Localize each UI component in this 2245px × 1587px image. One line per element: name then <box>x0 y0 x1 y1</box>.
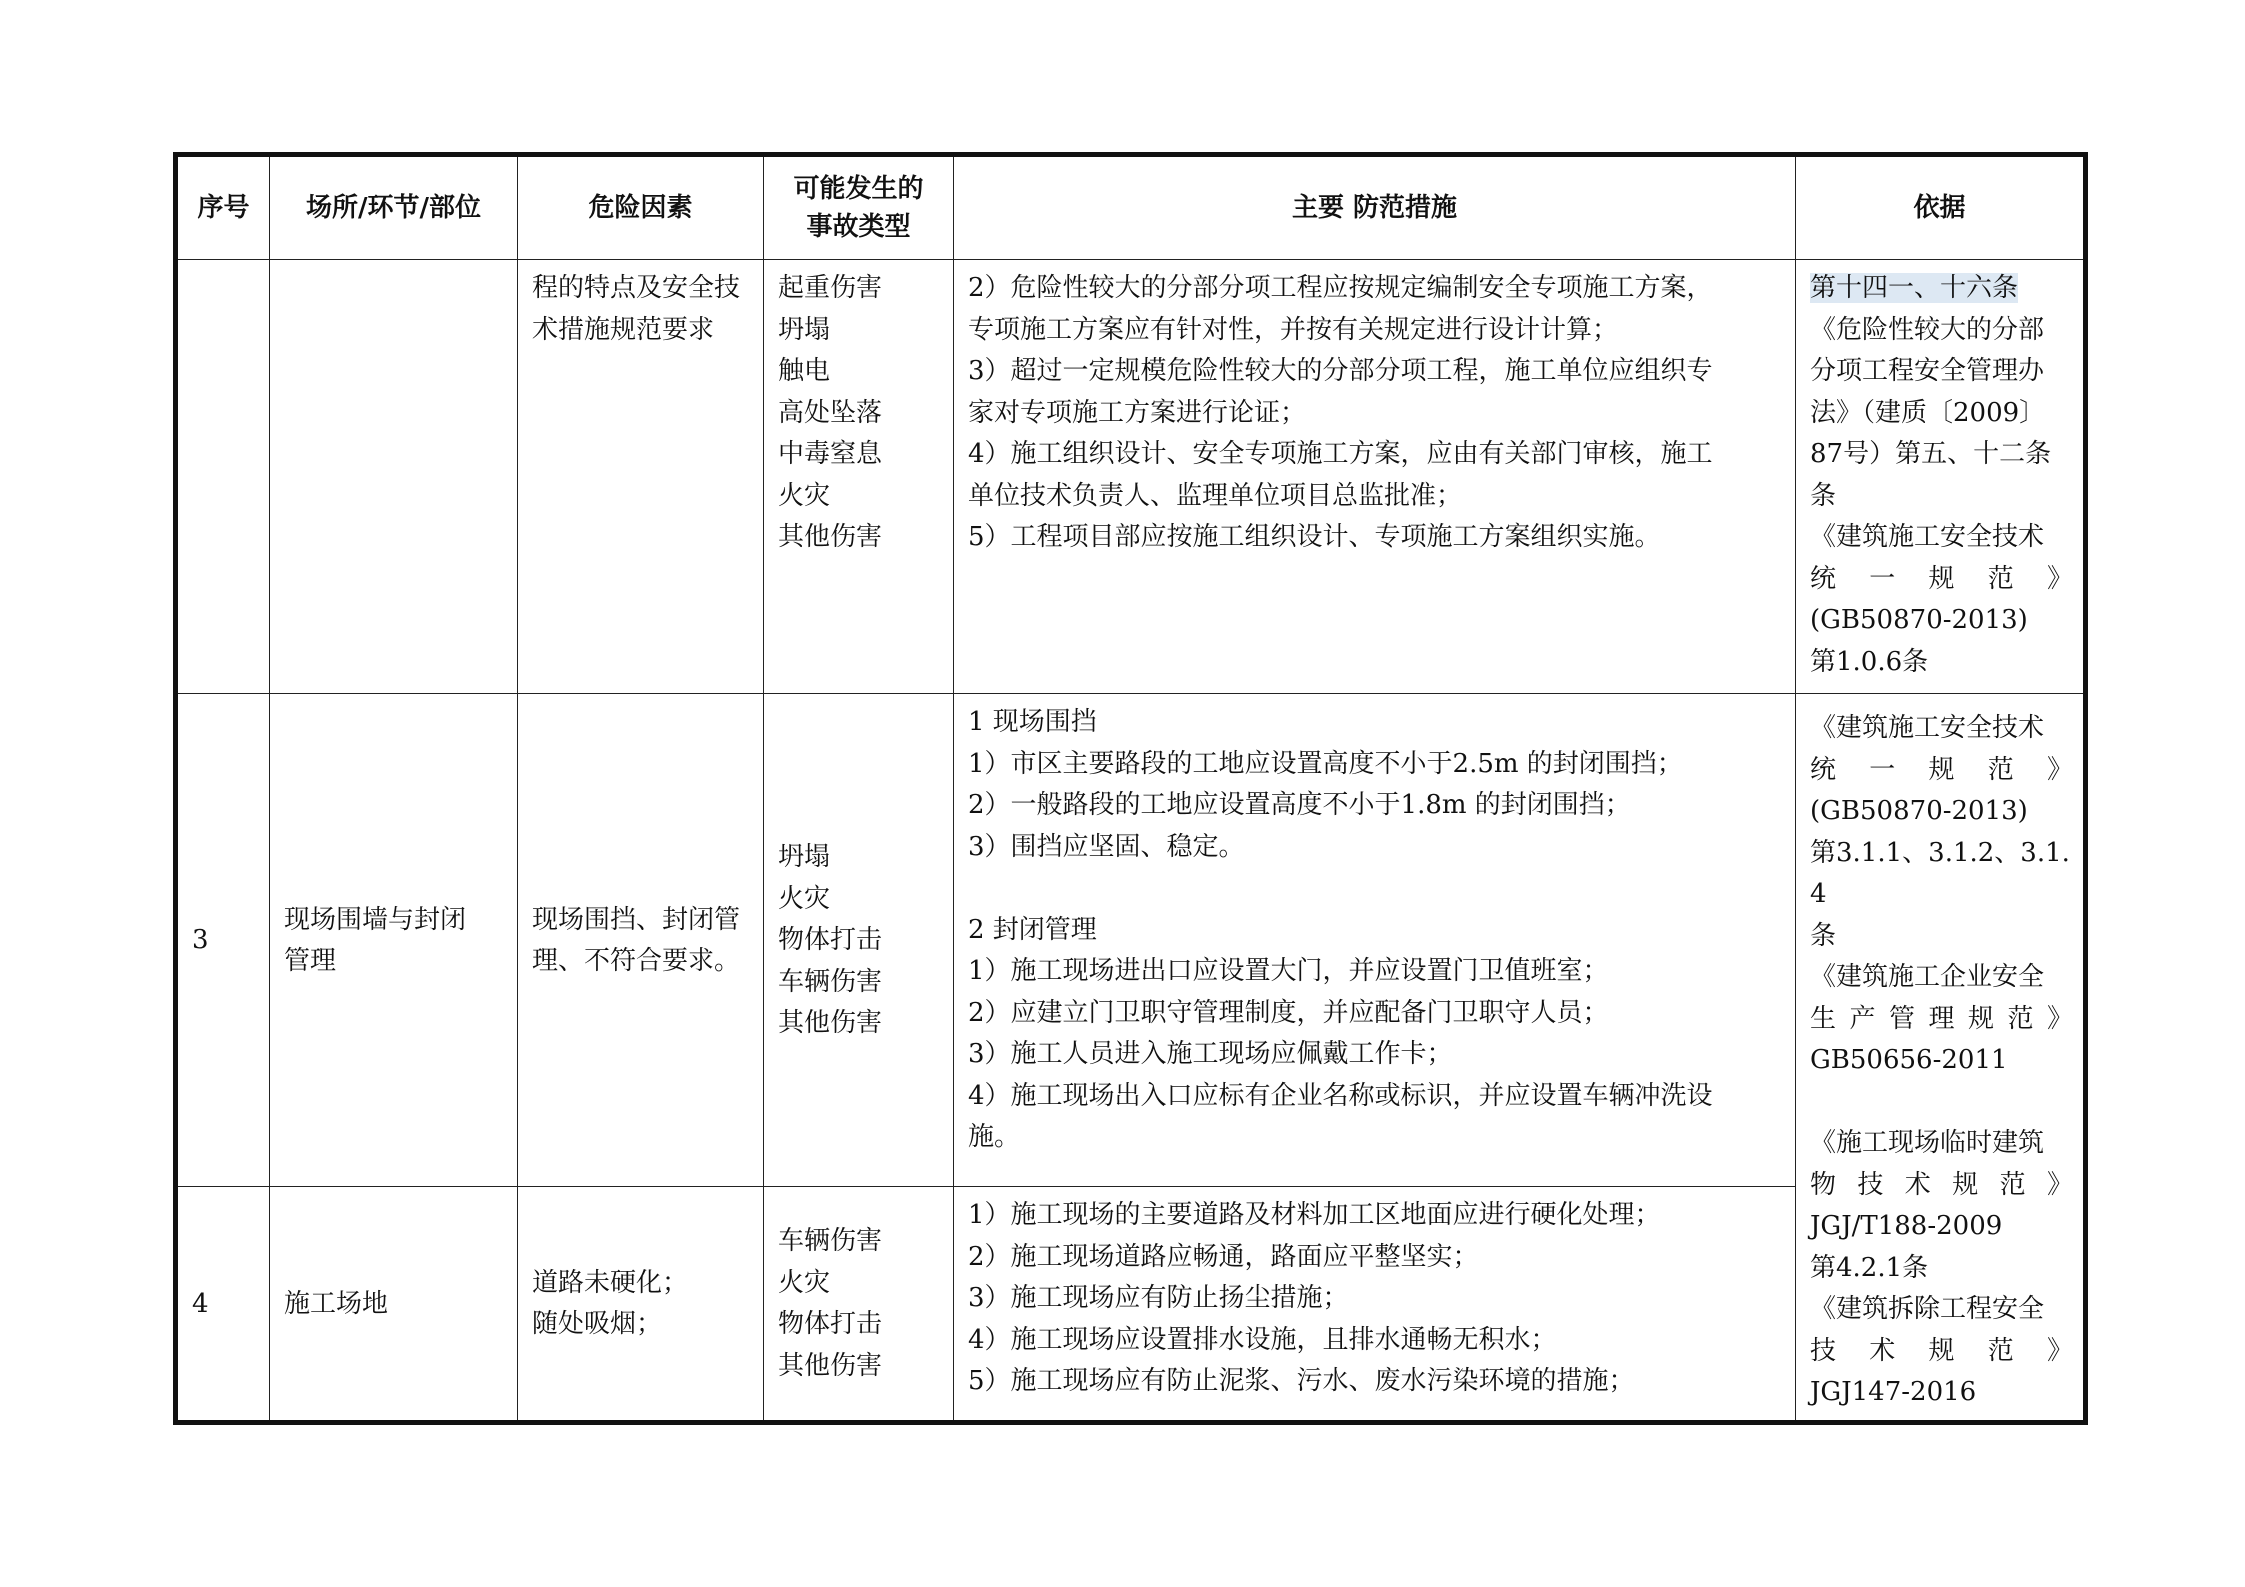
basis-line: 《建筑拆除工程安全 <box>1810 1294 2045 1324</box>
measure-line: 1 现场围挡 <box>968 707 1097 737</box>
measure-line: 单位技术负责人、监理单位项目总监批准； <box>968 480 1463 511</box>
accident-item: 起重伤害 <box>778 273 883 303</box>
measure-line: 施。 <box>968 1122 1021 1152</box>
header-location: 场所/环节/部位 <box>270 155 518 260</box>
header-basis: 依据 <box>1796 155 2086 260</box>
accident-item: 物体打击 <box>778 1309 883 1340</box>
location-cell <box>270 694 518 1187</box>
location-line: 施工场地 <box>284 1288 389 1319</box>
measure-line: 2）一般路段的工地应设置高度不小于1.8m 的封闭围挡； <box>968 790 1631 820</box>
seq-cell <box>176 260 270 694</box>
basis-line: (GB50870-2013) <box>1810 796 2028 826</box>
location-cell <box>270 260 518 694</box>
basis-spacer <box>1810 1082 2073 1124</box>
basis-line: 条 <box>1810 480 1837 511</box>
basis-line: 物 技 术 规 范 》 <box>1810 1169 2073 1200</box>
location-line: 现场围墙与封闭 <box>284 904 467 935</box>
accident-item: 车辆伤害 <box>778 966 883 997</box>
accident-item: 其他伤害 <box>778 1008 883 1039</box>
measure-line: 1）施工现场进出口应设置大门，并应设置门卫值班室； <box>968 956 1609 986</box>
accident-cell <box>764 1187 954 1422</box>
accident-item: 其他伤害 <box>778 1350 883 1381</box>
basis-cell <box>1796 260 2086 694</box>
basis-line: 生 产 管 理 规 范 》 <box>1810 1003 2073 1034</box>
basis-line: 第3.1.1、3.1.2、3.1.4 <box>1810 837 2070 909</box>
accident-item: 火灾 <box>778 480 831 511</box>
accident-item: 高处坠落 <box>778 397 883 428</box>
basis-line: 第十四一、十六条 <box>1810 273 2019 303</box>
measure-line: 3）超过一定规模危险性较大的分部分项工程，施工单位应组织专 <box>968 356 1713 386</box>
measure-spacer <box>968 868 1785 910</box>
basis-line: (GB50870-2013) <box>1810 605 2028 635</box>
header-hazard: 危险因素 <box>518 155 764 260</box>
location-line: 管理 <box>284 946 337 977</box>
seq-cell: 3 <box>176 694 270 1187</box>
basis-line: 《建筑施工安全技术 <box>1810 713 2045 743</box>
accident-item: 中毒窒息 <box>778 439 883 469</box>
seq-cell: 4 <box>176 1187 270 1422</box>
measure-line: 3）围挡应坚固、稳定。 <box>968 831 1245 862</box>
measures-cell <box>954 1187 1796 1422</box>
safety-measures-table <box>173 152 2088 1425</box>
measure-line: 3）施工人员进入施工现场应佩戴工作卡； <box>968 1039 1453 1069</box>
basis-line: 第4.2.1条 <box>1810 1252 1929 1283</box>
basis-line: 统 一 规 范 》 <box>1810 563 2073 594</box>
measure-line: 2）应建立门卫职守管理制度，并应配备门卫职守人员； <box>968 997 1609 1028</box>
basis-line: 技 术 规 范 》 <box>1810 1335 2073 1366</box>
basis-line: 统 一 规 范 》 <box>1810 754 2073 785</box>
measure-line: 专项施工方案应有针对性，并按有关规定进行设计计算； <box>968 314 1619 345</box>
accident-item: 触电 <box>778 356 831 386</box>
measures-cell <box>954 694 1796 1187</box>
basis-line: GB50656-2011 <box>1810 1045 2008 1075</box>
accident-item: 坍塌 <box>778 842 831 873</box>
basis-line: 分项工程安全管理办 <box>1810 356 2045 386</box>
accident-item: 火灾 <box>778 1267 831 1298</box>
measure-line: 4）施工现场应设置排水设施，且排水通畅无积水； <box>968 1324 1557 1355</box>
header-accident-line: 事故类型 <box>806 212 911 242</box>
measure-line: 1）市区主要路段的工地应设置高度不小于2.5m 的封闭围挡； <box>968 748 1683 779</box>
hazard-line: 道路未硬化； <box>532 1267 689 1298</box>
measure-line: 4）施工现场出入口应标有企业名称或标识，并应设置车辆冲洗设 <box>968 1080 1713 1111</box>
measure-line: 2）危险性较大的分部分项工程应按规定编制安全专项施工方案， <box>968 273 1713 303</box>
header-accident-line: 可能发生的 <box>793 174 924 204</box>
table-row <box>176 260 2086 694</box>
measures-cell <box>954 260 1796 694</box>
basis-line: 87号）第五、十二条 <box>1810 439 2052 469</box>
accident-item: 物体打击 <box>778 925 883 956</box>
accident-cell <box>764 260 954 694</box>
basis-line: 第1.0.6条 <box>1810 646 1929 677</box>
hazard-cell <box>518 1187 764 1422</box>
hazard-cell <box>518 260 764 694</box>
location-cell <box>270 1187 518 1422</box>
basis-line: 《施工现场临时建筑 <box>1810 1128 2045 1158</box>
basis-line: 条 <box>1810 920 1837 951</box>
basis-line: 《建筑施工企业安全 <box>1810 962 2045 992</box>
basis-line: 《建筑施工安全技术 <box>1810 522 2045 552</box>
measure-line: 2 封闭管理 <box>968 914 1097 945</box>
measure-line: 5）施工现场应有防止泥浆、污水、废水污染环境的措施； <box>968 1366 1635 1397</box>
hazard-line: 随处吸烟； <box>532 1309 663 1340</box>
accident-cell <box>764 694 954 1187</box>
hazard-line: 理、不符合要求。 <box>532 946 741 977</box>
header-accident-type <box>764 155 954 260</box>
measure-line: 2）施工现场道路应畅通，路面应平整坚实； <box>968 1241 1479 1272</box>
hazard-line: 现场围挡、封闭管 <box>532 904 741 935</box>
header-measures: 主要 防范措施 <box>954 155 1796 260</box>
measure-line: 4）施工组织设计、安全专项施工方案，应由有关部门审核，施工 <box>968 439 1713 469</box>
accident-item: 坍塌 <box>778 314 831 345</box>
hazard-cell <box>518 694 764 1187</box>
table-row <box>176 694 2086 1187</box>
basis-cell-merged <box>1796 694 2086 1423</box>
measure-line: 5）工程项目部应按施工组织设计、专项施工方案组织实施。 <box>968 522 1661 552</box>
measure-line: 1）施工现场的主要道路及材料加工区地面应进行硬化处理； <box>968 1200 1661 1231</box>
basis-line: 《危险性较大的分部 <box>1810 314 2045 345</box>
accident-item: 其他伤害 <box>778 522 883 552</box>
measure-line: 家对专项施工方案进行论证； <box>968 397 1307 428</box>
basis-line: JGJ/T188-2009 <box>1810 1211 2003 1241</box>
accident-item: 车辆伤害 <box>778 1226 883 1257</box>
accident-item: 火灾 <box>778 883 831 914</box>
basis-line: 法》（建质〔2009〕 <box>1810 397 2046 428</box>
hazard-line: 术措施规范要求 <box>532 314 715 345</box>
header-row <box>176 155 2086 260</box>
header-seq: 序号 <box>176 155 270 260</box>
measure-line: 3）施工现场应有防止扬尘措施； <box>968 1283 1349 1314</box>
basis-line: JGJ147-2016 <box>1810 1377 1977 1407</box>
hazard-line: 程的特点及安全技 <box>532 273 741 303</box>
